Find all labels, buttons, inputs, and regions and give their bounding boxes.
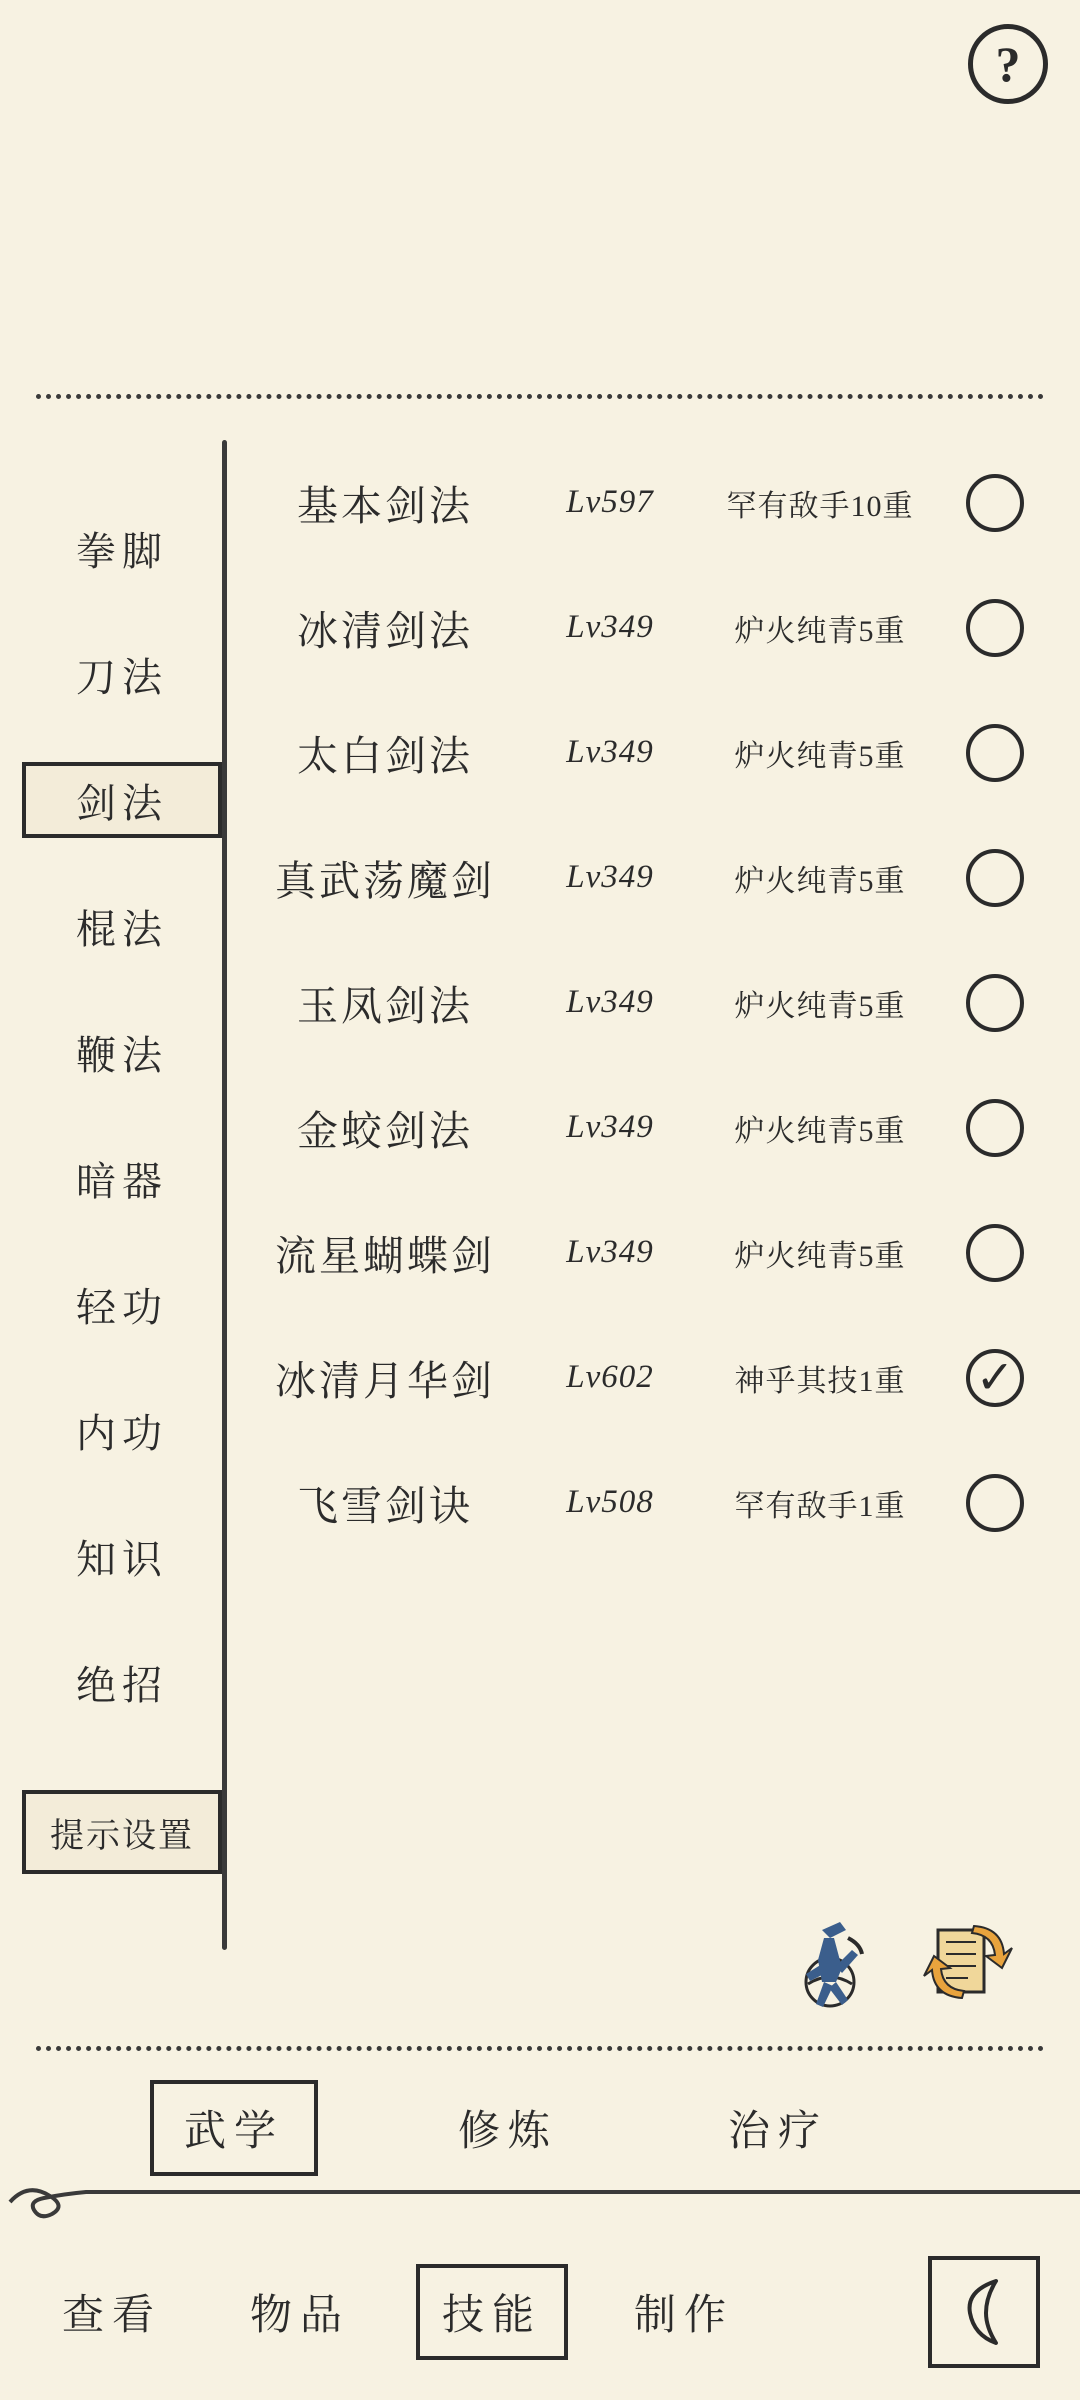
skill-state: 炉火纯青5重 <box>734 739 906 773</box>
hint-settings-button[interactable] <box>22 1790 222 1874</box>
nav-item-label: 技能 <box>442 2293 543 2339</box>
category-item-3[interactable] <box>22 888 222 964</box>
skill-row[interactable] <box>250 1190 1050 1315</box>
nav-item-3[interactable] <box>612 2268 756 2356</box>
skill-row[interactable] <box>250 565 1050 690</box>
bottom-divider <box>36 2046 1044 2051</box>
skill-name: 真武荡魔剑 <box>275 858 495 904</box>
category-item-0[interactable] <box>22 510 222 586</box>
skill-row[interactable] <box>250 940 1050 1065</box>
hint-settings-label: 提示设置 <box>50 1817 194 1855</box>
radio-circle-icon[interactable] <box>966 474 1024 532</box>
skill-list <box>250 440 1050 1565</box>
skill-name: 飞雪剑诀 <box>297 1483 473 1529</box>
nav-item-label: 制作 <box>634 2293 735 2339</box>
category-item-label: 刀法 <box>76 654 168 700</box>
nav-item-1[interactable] <box>228 2268 372 2356</box>
nav-item-2[interactable] <box>416 2264 568 2360</box>
sub-tab-bar <box>0 2080 1080 2176</box>
skill-state: 炉火纯青5重 <box>734 614 906 648</box>
skill-row[interactable] <box>250 1440 1050 1565</box>
category-item-label: 暗器 <box>76 1158 168 1204</box>
action-icon-group <box>778 1912 1018 2012</box>
sub-tab-2[interactable] <box>698 2084 858 2172</box>
sub-tab-label: 治疗 <box>728 2109 829 2155</box>
sub-tab-label: 修炼 <box>458 2109 559 2155</box>
radio-circle-icon[interactable] <box>966 1224 1024 1282</box>
skill-row[interactable] <box>250 440 1050 565</box>
skill-level: Lv508 <box>566 1484 654 1520</box>
category-list <box>22 510 222 1770</box>
help-label: ? <box>995 36 1021 92</box>
radio-circle-icon[interactable] <box>966 599 1024 657</box>
skill-select-cell[interactable] <box>940 1474 1050 1532</box>
skill-name: 太白剑法 <box>297 733 473 779</box>
skill-name: 冰清剑法 <box>297 608 473 654</box>
skill-select-cell[interactable] <box>940 474 1050 532</box>
category-item-label: 剑法 <box>76 780 168 826</box>
skill-state: 罕有敌手1重 <box>734 1489 906 1523</box>
skill-level: Lv349 <box>566 1234 654 1270</box>
category-item-2[interactable] <box>22 762 222 838</box>
category-item-4[interactable] <box>22 1014 222 1090</box>
back-arrow-icon <box>952 2275 1016 2349</box>
skill-name: 基本剑法 <box>297 483 473 529</box>
skill-level: Lv597 <box>566 484 654 520</box>
skill-select-cell[interactable] <box>940 974 1050 1032</box>
skill-state: 炉火纯青5重 <box>734 864 906 898</box>
nav-item-0[interactable] <box>40 2268 184 2356</box>
skill-level: Lv602 <box>566 1359 654 1395</box>
checkmark-icon[interactable] <box>966 1349 1024 1407</box>
skill-state: 炉火纯青5重 <box>734 1114 906 1148</box>
nav-item-label: 物品 <box>250 2293 351 2339</box>
category-item-label: 内功 <box>76 1410 168 1456</box>
skill-state: 炉火纯青5重 <box>734 1239 906 1273</box>
radio-circle-icon[interactable] <box>966 1474 1024 1532</box>
skill-row[interactable] <box>250 1315 1050 1440</box>
sub-tab-1[interactable] <box>428 2084 588 2172</box>
category-item-9[interactable] <box>22 1644 222 1720</box>
skill-select-cell[interactable] <box>940 724 1050 782</box>
skill-level: Lv349 <box>566 609 654 645</box>
skill-select-cell[interactable] <box>940 1349 1050 1407</box>
category-item-1[interactable] <box>22 636 222 712</box>
practice-fighter-icon[interactable] <box>778 1912 878 2012</box>
back-button[interactable] <box>928 2256 1040 2368</box>
category-item-label: 拳脚 <box>76 528 168 574</box>
skill-level: Lv349 <box>566 859 654 895</box>
category-item-8[interactable] <box>22 1518 222 1594</box>
category-item-label: 鞭法 <box>76 1032 168 1078</box>
radio-circle-icon[interactable] <box>966 849 1024 907</box>
skill-row[interactable] <box>250 1065 1050 1190</box>
category-item-label: 轻功 <box>76 1284 168 1330</box>
category-item-label: 棍法 <box>76 906 168 952</box>
category-item-7[interactable] <box>22 1392 222 1468</box>
radio-circle-icon[interactable] <box>966 724 1024 782</box>
decorative-squiggle <box>0 2168 1080 2228</box>
radio-circle-icon[interactable] <box>966 1099 1024 1157</box>
category-item-label: 知识 <box>76 1536 168 1582</box>
help-button[interactable] <box>968 24 1048 104</box>
skill-state: 神乎其技1重 <box>734 1364 906 1398</box>
vertical-divider <box>222 440 227 1950</box>
skill-row[interactable] <box>250 815 1050 940</box>
skill-select-cell[interactable] <box>940 849 1050 907</box>
nav-item-label: 查看 <box>62 2293 163 2339</box>
skill-level: Lv349 <box>566 1109 654 1145</box>
sub-tab-0[interactable] <box>150 2080 318 2176</box>
skill-select-cell[interactable] <box>940 599 1050 657</box>
skill-name: 冰清月华剑 <box>275 1358 495 1404</box>
swap-scroll-icon[interactable] <box>918 1912 1018 2012</box>
skill-name: 玉凤剑法 <box>297 983 473 1029</box>
sub-tab-label: 武学 <box>184 2109 285 2155</box>
category-item-5[interactable] <box>22 1140 222 1216</box>
radio-circle-icon[interactable] <box>966 974 1024 1032</box>
top-divider <box>36 394 1044 399</box>
skill-level: Lv349 <box>566 984 654 1020</box>
category-item-label: 绝招 <box>76 1662 168 1708</box>
skill-name: 流星蝴蝶剑 <box>275 1233 495 1279</box>
skill-name: 金蛟剑法 <box>297 1108 473 1154</box>
skill-level: Lv349 <box>566 734 654 770</box>
skill-state: 炉火纯青5重 <box>734 989 906 1023</box>
category-item-6[interactable] <box>22 1266 222 1342</box>
bottom-nav-bar <box>0 2252 1080 2372</box>
skill-state: 罕有敌手10重 <box>726 489 914 523</box>
skill-select-cell[interactable] <box>940 1099 1050 1157</box>
skill-row[interactable] <box>250 690 1050 815</box>
skill-select-cell[interactable] <box>940 1224 1050 1282</box>
